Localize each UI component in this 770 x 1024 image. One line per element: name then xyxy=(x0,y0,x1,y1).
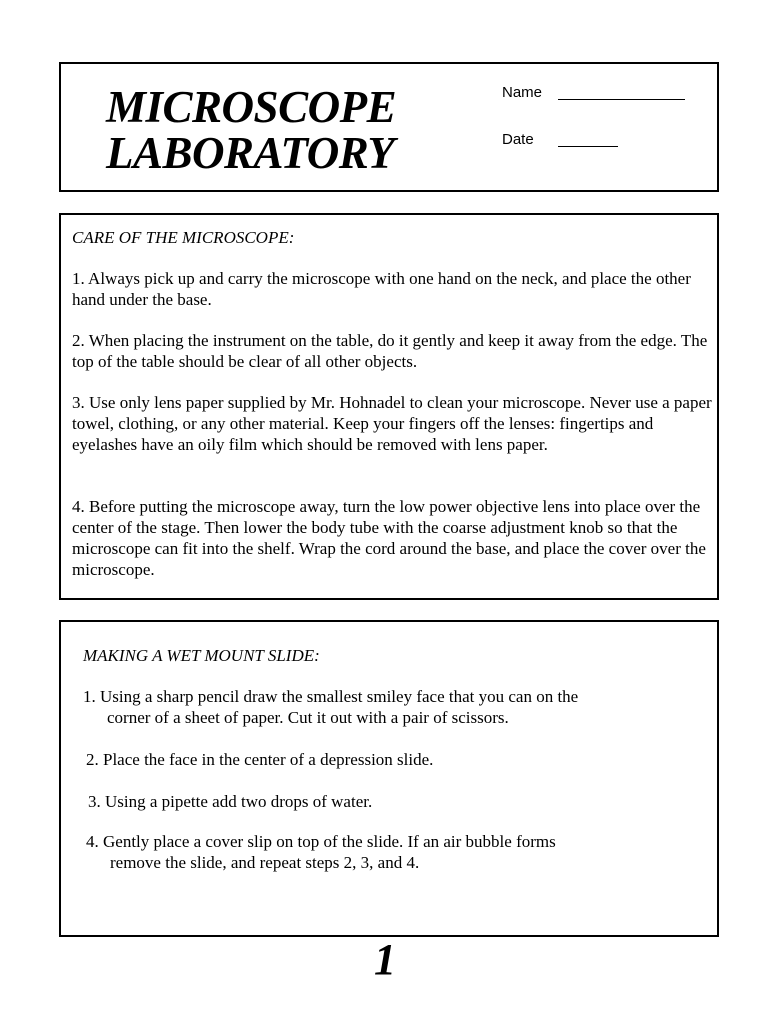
wet-mount-item-4 xyxy=(86,831,706,873)
wet-mount-item-3: 3. Using a pipette add two drops of water. xyxy=(88,792,373,811)
name-field[interactable] xyxy=(558,99,685,100)
wet-mount-item-1-line-2: corner of a sheet of paper. Cut it out with a pair of scissors. xyxy=(107,708,509,727)
care-heading: CARE OF THE MICROSCOPE: xyxy=(72,228,295,247)
page-title-line-1: MICROSCOPE xyxy=(106,82,397,132)
care-item-4: 4. Before putting the microscope away, turn the low power objective lens into place over the center of the stage. Then lower the body tube with the coarse adjustment knob so that the microscope can fit into the shelf. Wrap the cord around the base, and place the cover over the microscope. xyxy=(72,497,706,579)
wet-mount-item-2: 2. Place the face in the center of a depression slide. xyxy=(86,750,434,769)
page-number: 1 xyxy=(374,935,396,984)
care-item-3: 3. Use only lens paper supplied by Mr. Hohnadel to clean your microscope. Never use a paper towel, clothing, or any other material. Keep your fingers off the lenses: fingertips and eyelashes have an oily film which should be removed with lens paper. xyxy=(72,393,712,454)
page-title-line-2: LABORATORY xyxy=(106,128,395,178)
date-field[interactable] xyxy=(558,146,618,147)
name-label: Name xyxy=(502,84,543,101)
care-item-1: 1. Always pick up and carry the microscope with one hand on the neck, and place the other hand under the base. xyxy=(72,269,691,309)
wet-mount-heading: MAKING A WET MOUNT SLIDE: xyxy=(83,646,320,665)
wet-mount-item-4-line-2: remove the slide, and repeat steps 2, 3, and 4. xyxy=(110,853,420,872)
care-item-2: 2. When placing the instrument on the table, do it gently and keep it away from the edge. The top of the table should be clear of all other objects. xyxy=(72,331,708,371)
wet-mount-item-1-line-1: 1. Using a sharp pencil draw the smallest smiley face that you can on the xyxy=(83,687,579,706)
wet-mount-item-4-line-1: 4. Gently place a cover slip on top of the slide. If an air bubble forms xyxy=(86,832,556,851)
wet-mount-item-1 xyxy=(83,686,703,728)
date-label: Date xyxy=(502,131,534,148)
wet-mount-section xyxy=(59,620,719,937)
care-section xyxy=(59,213,719,600)
header-box xyxy=(59,62,719,192)
